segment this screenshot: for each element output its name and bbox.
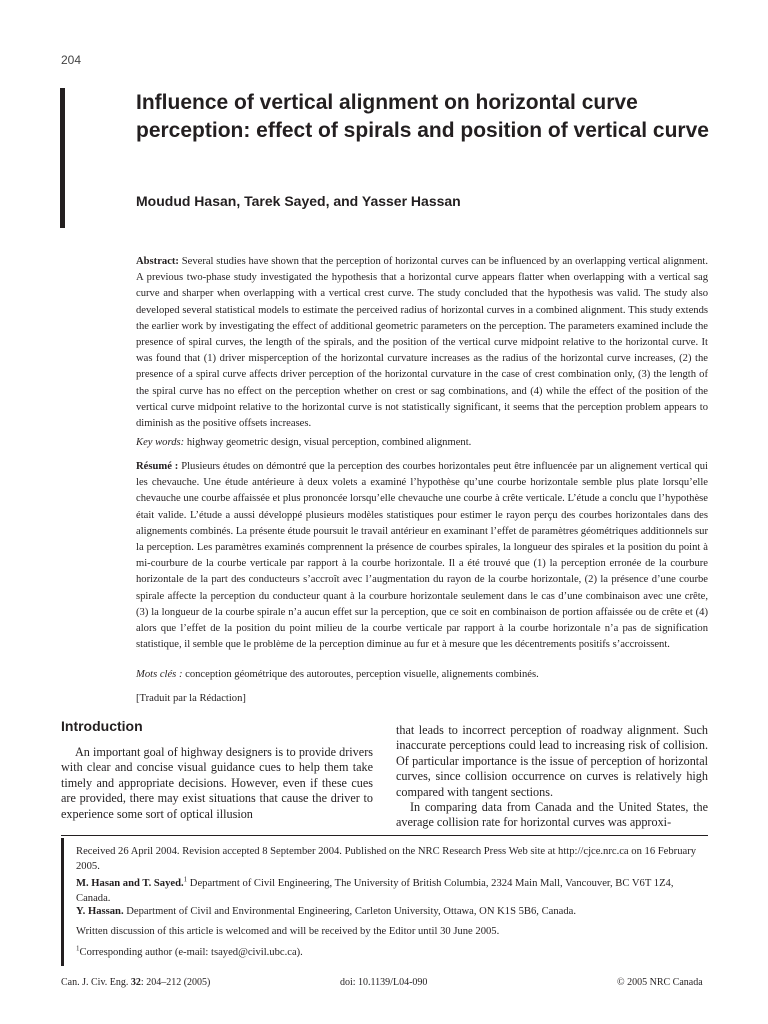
footnote-received: Received 26 April 2004. Revision accepted 8 September 2004. Published on the NRC Research Press Web site at http://cjce.nrc.ca on 16 February 2005. [76,846,697,872]
resume-text: Plusieurs études on démontré que la perception des courbes horizontales peut être influencée par un alignement vertical qui les chevauche. Une étude antérieure à deux volets a examiné l’hypothèse qu’une courbe horizontale semble plus plate lorsqu’elle chevauche une courbe affaissée et plus prononcée lorsqu’elle chevauche une courbe à crête verticale. L’étude a conclu que l’hypothèse était valide. L’étude a aussi développé plusieurs modèles statistiques pour estimer le rayon perçu des courbes horizontales dans des alignements combinés. La présente étude poursuit le travail antérieur en examinant l’effet de paramètres géométriques additionnels sur la perception. Les paramètres examinés comprennent la présence de courbes spirales, la longueur des spirales et la position du point à mi-courbure de la courbe verticale par rapport à la courbe horizontale. Il a été trouvé que (1) la perception erronée de la courbure horizontale de la part des conducteurs s’accroît avec l’augmentation du rayon de la courbe horizontale, (2) la présence d’une courbe spirale affecte la perception du conducteur quant à la courbure horizontale seulement dans le cas d’une combinaison avec une crête, (3) la longueur de la courbe spirale n’a aucun effet sur la perception, que ce soit en combinaison de portion affaissée ou de crête et (4) alors que l’effet de la position du point milieu de la courbe verticale par rapport à la courbe horizontale n’a pas de signification statistique, il semble que le problème de la perception diminue au fur et à mesure que les décentrements positifs s’accroissent. [136,461,708,651]
abstract-label: Abstract: [136,256,179,267]
footnote-affiliation-ubc [76,877,708,906]
mots-cles-label: Mots clés : [136,669,183,680]
journal-name: Can. J. Civ. Eng. [61,977,129,988]
footnote-discussion: Written discussion of this article is welcomed and will be received by the Editor until 30 June 2005. [76,926,500,937]
page-number: 204 [61,53,82,67]
resume-label: Résumé : [136,461,179,472]
body-paragraph: that leads to incorrect perception of roadway alignment. Such inaccurate perceptions could lead to increasing risk of collision. Of particular importance is the issue of perception of horizontal curves, since collision occurrence on curves is relatively high compared with tangent sections. [396,723,708,799]
body-column-right [396,723,708,831]
mots-cles-text: conception géométrique des autoroutes, perception visuelle, alignements combinés. [185,669,539,680]
footnote-marker: 1 [183,875,188,884]
translation-note: [Traduit par la Rédaction] [136,693,246,704]
keywords-label: Key words: [136,437,185,448]
body-paragraph: In comparing data from Canada and the United States, the average collision rate for horizontal curves was approxi- [396,800,708,830]
corresponding-author-text: Corresponding author (e-mail: tsayed@civil.ubc.ca). [79,947,303,958]
resume [136,459,708,653]
footnote-rule [61,835,708,836]
title-rule [60,88,65,228]
journal-citation [61,977,210,988]
section-heading-introduction: Introduction [61,718,143,734]
footnote-marker: 1 [76,944,80,953]
keywords-text: highway geometric design, visual perception, combined alignment. [186,437,472,448]
affiliation-text: Department of Civil and Environmental Engineering, Carleton University, Ottawa, ON K1S 5B6, Canada. [126,906,576,917]
article-title: Influence of vertical alignment on horizontal curve perception: effect of spirals and position of vertical curve [136,91,709,142]
keywords [136,435,708,451]
footnote-affiliation-carleton [76,905,708,920]
abstract-text: Several studies have shown that the perception of horizontal curves can be influenced by an overlapping vertical alignment. A previous two-phase study investigated the hypothesis that a horizontal curve appears flatter when overlapping with a vertical sag curve and sharper when overlapping with a vertical crest curve. The study concluded that the hypothesis was valid. The study also developed several statistical models to estimate the perceived radius of horizontal curves in a combined alignment. This study extends the earlier work by investigating the effect of additional geometric parameters on the perception. The parameters examined include the presence of spiral curves, the length of the spirals, and the position of the vertical curve midpoint relative to the horizontal curve. It was found that (1) driver misperception of the horizontal curvature increases as the radius of the horizontal curve increases, (2) the presence of a spiral curve affects driver perception of the horizontal curvature in the case of crest combination only, (3) the length of the spiral curve has no effect on the perception whether on crest or sag combinations, and (4) while the effect of the position of the vertical curve midpoint relative to the horizontal curve is not statistically significant, it seems that the perception problem appears to diminish as the positive offsets increases. [136,256,708,430]
abstract [136,254,708,432]
copyright: © 2005 NRC Canada [617,977,703,988]
journal-volume: 32 [130,977,141,988]
footnote-corresponding-author [76,946,708,961]
affiliation-text: Department of Civil Engineering, The University of British Columbia, 2324 Main Mall, Vancouver, BC V6T 1Z4, Canada. [76,878,674,904]
affiliation-names: Y. Hassan. [76,906,124,917]
footnote-sidebar [61,838,64,966]
journal-pages: : 204–212 (2005) [140,977,211,988]
mots-cles [136,667,708,683]
affiliation-names: M. Hasan and T. Sayed. [76,878,184,889]
author-list: Moudud Hasan, Tarek Sayed, and Yasser Hassan [136,193,461,209]
body-column-left: An important goal of highway designers is to provide drivers with clear and concise visual guidance cues to help them take timely and appropriate decisions. However, even if these cues are provided, there may exist situations that cause the driver to experience some sort of optical illusion [61,745,373,821]
doi: doi: 10.1139/L04-090 [340,977,428,988]
